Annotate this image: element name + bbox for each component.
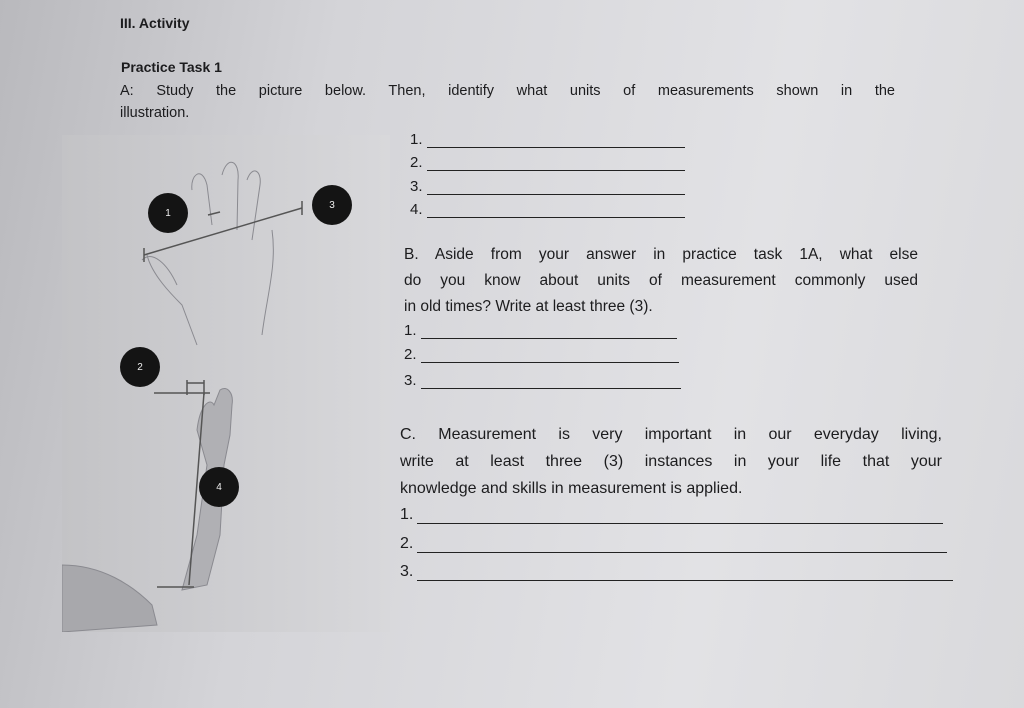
measurement-illustration xyxy=(62,135,390,632)
answer-line[interactable] xyxy=(427,133,685,148)
answer-a1[interactable] xyxy=(410,131,685,148)
answer-line[interactable] xyxy=(417,538,947,553)
marker-1: 1 xyxy=(148,193,188,233)
answer-number: 3. xyxy=(404,372,417,389)
answer-line[interactable] xyxy=(421,348,679,363)
part-b-line: B. Aside from your answer in practice task 1A, what else xyxy=(404,246,918,263)
answer-line[interactable] xyxy=(427,203,685,218)
answer-b1[interactable] xyxy=(404,322,677,339)
answer-line[interactable] xyxy=(417,566,953,581)
part-c-line: knowledge and skills in measurement is applied. xyxy=(400,480,743,497)
part-c-line: write at least three (3) instances in your life that your xyxy=(400,453,942,470)
answer-c1[interactable] xyxy=(400,506,943,524)
answer-a2[interactable] xyxy=(410,154,685,171)
answer-line[interactable] xyxy=(427,180,685,195)
answer-number: 1. xyxy=(404,322,417,339)
marker-4: 4 xyxy=(199,467,239,507)
answer-number: 2. xyxy=(404,346,417,363)
answer-number: 4. xyxy=(410,201,423,218)
part-b-question xyxy=(404,242,918,320)
part-c-question xyxy=(400,421,942,502)
answer-number: 3. xyxy=(410,178,423,195)
answer-number: 1. xyxy=(410,131,423,148)
answer-a4[interactable] xyxy=(410,201,685,218)
answer-number: 2. xyxy=(410,154,423,171)
answer-number: 2. xyxy=(400,535,414,552)
answer-line[interactable] xyxy=(421,374,681,389)
marker-2: 2 xyxy=(120,347,160,387)
marker-3: 3 xyxy=(312,185,352,225)
part-a-line: illustration. xyxy=(120,105,190,121)
answer-number: 3. xyxy=(400,563,414,580)
section-heading: III. Activity xyxy=(120,15,190,31)
answer-line[interactable] xyxy=(427,156,685,171)
answer-line[interactable] xyxy=(421,324,677,339)
part-a-line: A: Study the picture below. Then, identify what units of measurements shown in the xyxy=(120,83,895,99)
part-b-line: in old times? Write at least three (3). xyxy=(404,298,653,315)
answer-a3[interactable] xyxy=(410,178,685,195)
task-title: Practice Task 1 xyxy=(121,59,222,75)
answer-number: 1. xyxy=(400,506,414,523)
answer-b2[interactable] xyxy=(404,346,679,363)
part-a-instructions xyxy=(120,80,895,124)
answer-b3[interactable] xyxy=(404,372,681,389)
answer-line[interactable] xyxy=(417,509,943,524)
part-b-line: do you know about units of measurement commonly used xyxy=(404,272,918,289)
answer-c2[interactable] xyxy=(400,535,947,553)
part-c-line: C. Measurement is very important in our everyday living, xyxy=(400,426,942,443)
answer-c3[interactable] xyxy=(400,563,953,581)
